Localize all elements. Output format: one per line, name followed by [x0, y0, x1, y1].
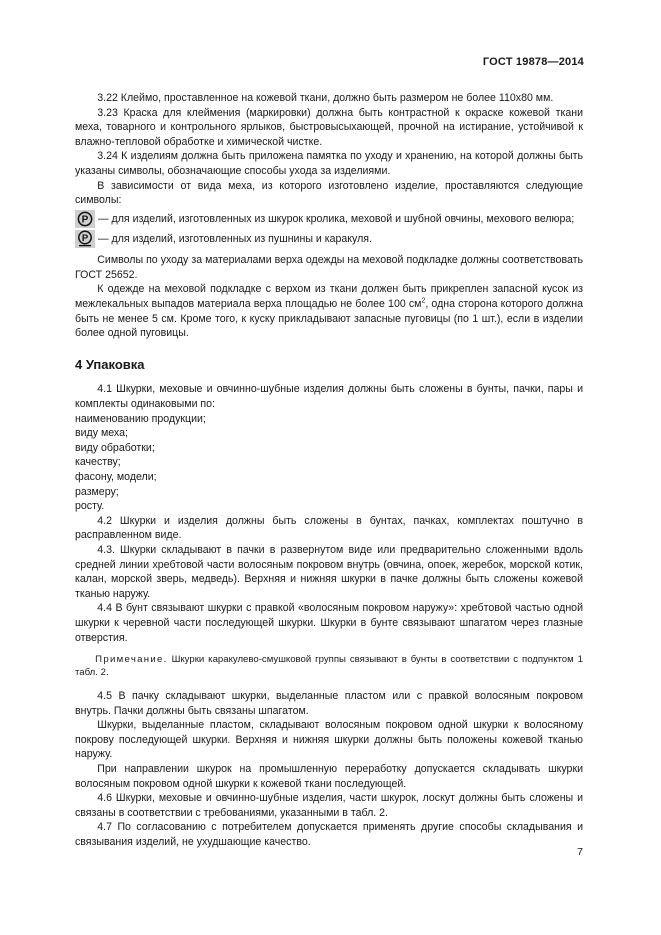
symbol-description-rabbit: — для изделий, изготовленных из шкурок кролика, меховой и шубной овчины, мехового велюра;	[98, 212, 575, 225]
list-item: фасону, модели;	[75, 470, 157, 483]
spare-piece-superscript: 2	[421, 297, 426, 305]
list-item: наименованию продукции;	[75, 412, 206, 425]
paragraph-4-6: 4.6 Шкурки, меховые и овчинно-шубные изделия, части шкурок, лоскут должны быть сложены и связаны в соответствии с требованиями, указанными в табл. 2.	[75, 792, 583, 819]
paragraph-3-24: 3.24 К изделиям должна быть приложена памятка по уходу и хранению, на которой должны быть указаны символы, обозначающие способы ухода за изделиями.	[75, 150, 583, 177]
paragraph-3-23: 3.23 Краска для клеймения (маркировки) должна быть контрастной к окраске кожевой ткани меха, товарного и контрольного ярлыков, быстровысыхающей, прочной на истирание, устойчивой к влажно-тепловой обработке и химической чистке.	[75, 106, 583, 148]
paragraph-3-22: 3.22 Клеймо, проставленное на кожевой ткани, должно быть размером не более 110х80 мм.	[97, 92, 554, 104]
paragraph-spare-piece	[75, 282, 583, 340]
paragraph-4-5: 4.5 В пачку складывают шкурки, выделанные пластом или с правкой волосяным покровом внутрь. Пачки должны быть связаны шпагатом.	[75, 690, 583, 717]
symbol-row-furs	[75, 230, 583, 248]
list-4-1	[75, 412, 583, 514]
paragraph-4-3: 4.3. Шкурки складывают в пачки в развернутом виде или предварительно сложенными вдоль средней линии хребтовой части волосяным покровом внутрь (овчина, опоек, жеребок, морской котик, калан, морской зверь, медведь). Верхняя и нижняя шкурки в пачке должны быть сложены кожевой тканью наружу.	[75, 543, 583, 600]
paragraph-symbols-intro: В зависимости от вида меха, из которого изготовлено изделие, проставляются следующие символы:	[75, 179, 583, 207]
paragraph-4-1: 4.1 Шкурки, меховые и овчинно-шубные изделия должны быть сложены в бунты, пачки, пары и комплекты одинаковыми по:	[75, 383, 583, 410]
list-item: виду меха;	[75, 427, 128, 440]
paragraph-4-5-b: Шкурки, выделанные пластом, складывают волосяным покровом одной шкурки к волосяному покрову последующей шкурки. Верхняя и нижняя шкурки должны быть положены кожевой тканью наружу.	[75, 719, 583, 761]
note-text: Шкурки каракулево-смушковой группы связывают в бунты в соответствии с подпунктом 1 табл. 2.	[75, 654, 583, 679]
list-item: росту.	[75, 500, 105, 513]
list-item: качеству;	[75, 456, 121, 469]
note-label: Примечание.	[95, 654, 168, 666]
paragraph-4-4: 4.4 В бунт связывают шкурки с правкой «волосяным покровом наружу»: хребтовой частью одной шкурки к черевной части последующей шкурки. Шкурки в бунте связывают шпагатом через глазные отверстия.	[75, 602, 583, 644]
symbol-row-rabbit	[75, 210, 583, 228]
p-care-symbol-underlined-icon	[75, 230, 95, 248]
spare-piece-text-b: , одна сторона которого должна быть не менее 5 см. Кроме того, к куску прикладывают запасные пуговицы (по 1 шт.), если в изделии более одной пуговицы.	[75, 298, 583, 340]
paragraph-care-symbols: Символы по уходу за материалами верха одежды на меховой подкладке должны соответствовать ГОСТ 25652.	[75, 254, 583, 281]
symbol-description-furs: — для изделий, изготовленных из пушнины и каракуля.	[98, 232, 372, 245]
document-body	[75, 91, 583, 850]
spare-piece-text-a: К одежде на меховой подкладке с верхом из ткани должен быть прикреплен запасной кусок из межлекальных выпадов материала верха площадью не более 100 см	[75, 283, 583, 311]
p-care-symbol-icon	[75, 210, 95, 228]
list-item: виду обработки;	[75, 441, 155, 454]
paragraph-4-7: 4.7 По согласованию с потребителем допускается применять другие способы складывания и связывания изделий, не ухудшающие качество.	[75, 821, 583, 849]
svg-text:P: P	[81, 214, 89, 226]
svg-text:P: P	[81, 233, 89, 245]
list-item: размеру;	[75, 485, 119, 498]
section-4-heading: 4 Упаковка	[75, 356, 145, 372]
standard-header: ГОСТ 19878—2014	[482, 56, 584, 68]
note-paragraph	[75, 653, 583, 679]
page-number: 7	[577, 846, 583, 858]
paragraph-4-5-c: При направлении шкурок на промышленную переработку допускается складывать шкурки волосяным покровом одной шкурки к кожевой ткани последующей.	[75, 763, 583, 790]
paragraph-4-2: 4.2 Шкурки и изделия должны быть сложены в бунтах, пачках, комплектах поштучно в расправленном виде.	[75, 514, 583, 542]
